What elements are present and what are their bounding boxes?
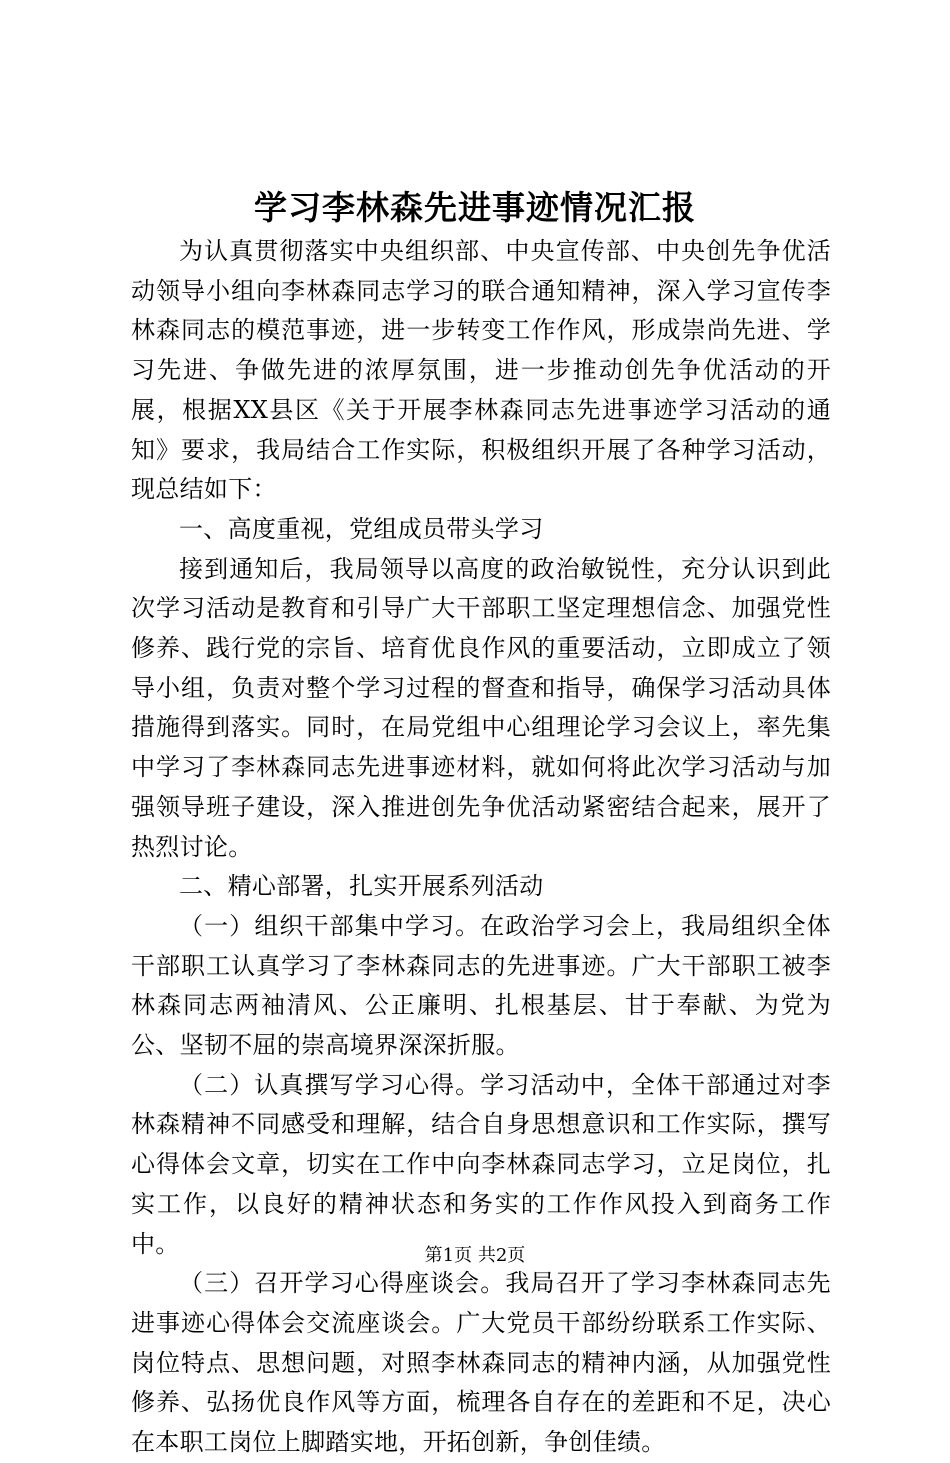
- paragraph-item-3: （三）召开学习心得座谈会。我局召开了学习李林森同志先进事迹心得体会交流座谈会。广大党员干部纷纷联系工作实际、岗位特点、思想问题，对照李林森同志的精神内涵，从加强党性修养、弘扬优良作风等方面，梳理各自存在的差距和不足，决心在本职工岗位上脚踏实地，开拓创新，争创佳绩。: [131, 1269, 831, 1457]
- paragraph-section-1: 接到通知后，我局领导以高度的政治敏锐性，充分认识到此次学习活动是教育和引导广大干部职工坚定理想信念、加强党性修养、践行党的宗旨、培育优良作风的重要活动，立即成立了领导小组，负责对整个学习过程的督查和指导，确保学习活动具体措施得到落实。同时，在局党组中心组理论学习会议上，率先集中学习了李林森同志先进事迹材料，就如何将此次学习活动与加强领导班子建设，深入推进创先争优活动紧密结合起来，展开了热烈讨论。: [131, 554, 831, 861]
- paragraph-item-1: （一）组织干部集中学习。在政治学习会上，我局组织全体干部职工认真学习了李林森同志的先进事迹。广大干部职工被李林森同志两袖清风、公正廉明、扎根基层、甘于奉献、为党为公、坚韧不屈的崇高境界深深折服。: [131, 911, 831, 1060]
- section-heading-2: 二、精心部署，扎实开展系列活动: [179, 872, 544, 901]
- paragraph-item-2: （二）认真撰写学习心得。学习活动中，全体干部通过对李林森精神不同感受和理解，结合自身思想意识和工作实际，撰写心得体会文章，切实在工作中向李林森同志学习，立足岗位，扎实工作，以良好的精神状态和务实的工作作风投入到商务工作中。: [131, 1070, 831, 1258]
- section-heading-1: 一、高度重视，党组成员带头学习: [179, 514, 544, 543]
- document-title: 学习李林森先进事迹情况汇报: [254, 188, 696, 227]
- paragraph-intro: 为认真贯彻落实中央组织部、中央宣传部、中央创先争优活动领导小组向李林森同志学习的联合通知精神，深入学习宣传李林森同志的模范事迹，进一步转变工作作风，形成崇尚先进、学习先进、争做先进的浓厚氛围，进一步推动创先争优活动的开展，根据XX县区《关于开展李林森同志先进事迹学习活动的通知》要求，我局结合工作实际，积极组织开展了各种学习活动，现总结如下：: [131, 237, 831, 504]
- page-number-footer: 第1页 共2页: [424, 1245, 526, 1266]
- document-body: [131, 232, 831, 1463]
